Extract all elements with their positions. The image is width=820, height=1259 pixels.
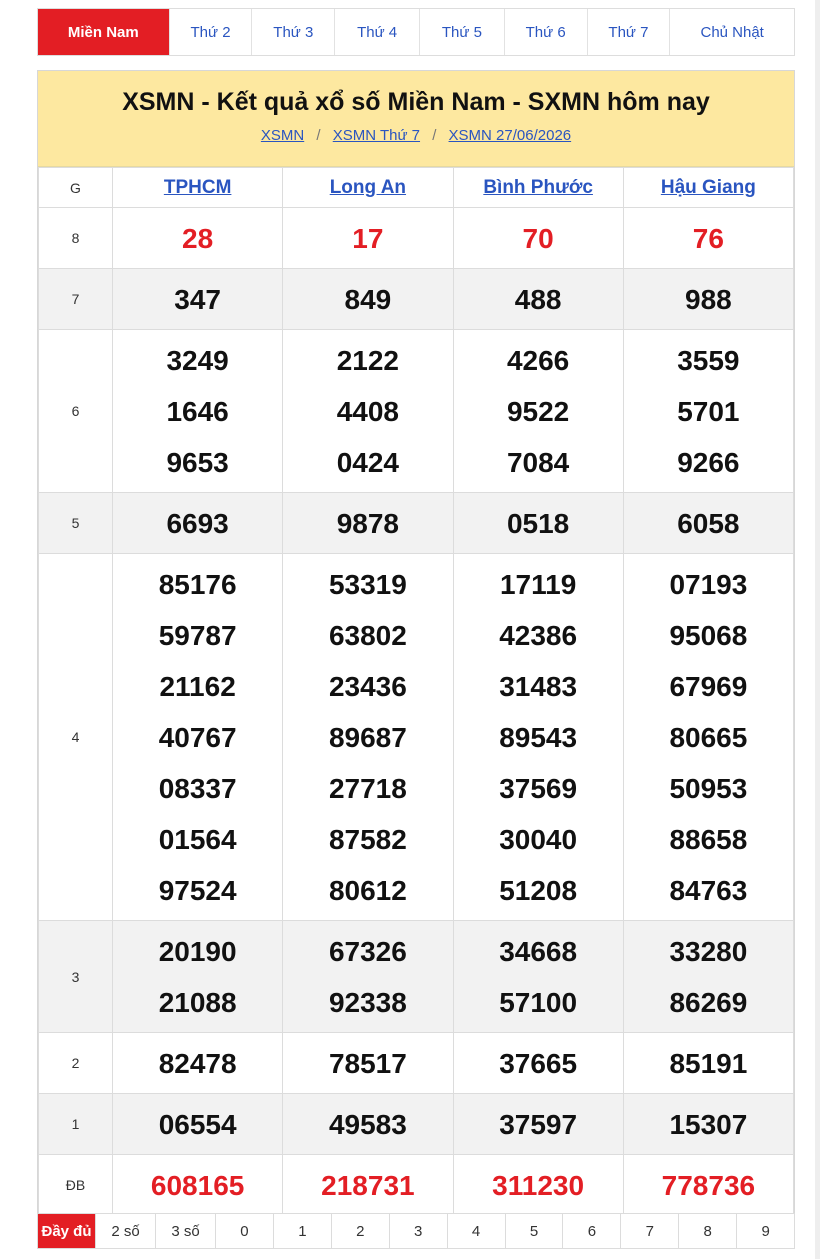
prize-cell (113, 330, 283, 493)
prize-number: 7084 (506, 446, 570, 478)
prize-row (39, 1155, 794, 1216)
filter-full-button[interactable]: Đầy đủ (38, 1214, 96, 1248)
province-link-long-an[interactable]: Long An (329, 176, 407, 198)
prize-cell (283, 269, 453, 330)
prize-number: 87582 (328, 823, 407, 855)
prize-label: 4 (39, 554, 113, 921)
prize-number: 50953 (669, 772, 748, 804)
prize-cell (623, 269, 793, 330)
prize-number: 9653 (166, 446, 229, 478)
prize-row (39, 330, 794, 493)
results-header-row (39, 168, 794, 208)
prize-number: 4266 (506, 344, 570, 376)
prize-number: 15307 (669, 1108, 748, 1140)
prize-number: 01564 (158, 823, 237, 855)
page-edge (815, 0, 820, 1259)
prize-row (39, 554, 794, 921)
prize-number: 37569 (499, 772, 578, 804)
results-table (38, 167, 794, 1216)
prize-number: 82478 (158, 1047, 237, 1079)
tab-thu-4[interactable]: Thứ 4 (335, 9, 420, 55)
prize-number: 488 (514, 283, 562, 315)
tab-thu-7[interactable]: Thứ 7 (588, 9, 671, 55)
prize-number: 34668 (499, 935, 578, 967)
prize-cell (623, 554, 793, 921)
prize-cell (453, 208, 623, 269)
prize-number: 33280 (669, 935, 748, 967)
prize-number: 40767 (158, 721, 237, 753)
results-box (37, 70, 795, 1220)
prize-row (39, 921, 794, 1033)
prize-number: 30040 (499, 823, 578, 855)
results-header (38, 71, 794, 167)
prize-cell (623, 1033, 793, 1094)
prize-number: 53319 (328, 568, 407, 600)
filter-digit-7-button[interactable]: 7 (621, 1214, 679, 1248)
breadcrumb-xsmn[interactable]: XSMN (260, 127, 305, 144)
prize-number: 70 (522, 222, 554, 254)
prize-cell (113, 269, 283, 330)
province-header (283, 168, 453, 208)
prize-number: 06554 (158, 1108, 237, 1140)
tab-thu-5[interactable]: Thứ 5 (420, 9, 505, 55)
filter-digit-0-button[interactable]: 0 (216, 1214, 274, 1248)
breadcrumb-separator: / (432, 127, 437, 144)
prize-label: 2 (39, 1033, 113, 1094)
prize-number: 51208 (499, 874, 578, 906)
province-header (453, 168, 623, 208)
filter-digit-6-button[interactable]: 6 (563, 1214, 621, 1248)
prize-cell (453, 554, 623, 921)
prize-number: 37597 (499, 1108, 578, 1140)
prize-cell (453, 493, 623, 554)
prize-number: 07193 (669, 568, 748, 600)
prize-cell (113, 1033, 283, 1094)
prize-number: 31483 (499, 670, 578, 702)
prize-number: 63802 (328, 619, 407, 651)
tab-thu-2[interactable]: Thứ 2 (170, 9, 253, 55)
prize-number: 608165 (150, 1169, 245, 1201)
prize-cell (113, 493, 283, 554)
prize-number: 86269 (669, 986, 748, 1018)
prize-number: 89687 (328, 721, 407, 753)
prize-number: 0424 (336, 446, 400, 478)
prize-row (39, 1033, 794, 1094)
prize-cell (283, 1094, 453, 1155)
prize-number: 9522 (506, 395, 570, 427)
prize-cell (113, 208, 283, 269)
prize-number: 9266 (677, 446, 740, 478)
prize-cell (623, 1155, 793, 1216)
prize-number: 778736 (661, 1169, 756, 1201)
prize-label: 8 (39, 208, 113, 269)
prize-row (39, 1094, 794, 1155)
tab-thu-6[interactable]: Thứ 6 (505, 9, 588, 55)
prize-number: 218731 (321, 1169, 415, 1201)
filter-digit-5-button[interactable]: 5 (506, 1214, 564, 1248)
prize-number: 6058 (677, 507, 740, 539)
prize-number: 4408 (336, 395, 400, 427)
prize-number: 21088 (158, 986, 237, 1018)
province-link-hau-giang[interactable]: Hậu Giang (660, 176, 756, 198)
prize-number: 37665 (499, 1047, 578, 1079)
prize-number: 3559 (677, 344, 740, 376)
prize-cell (623, 1094, 793, 1155)
filter-digit-2-button[interactable]: 2 (332, 1214, 390, 1248)
prize-number: 21162 (159, 670, 236, 702)
prize-number: 49583 (328, 1108, 407, 1140)
prize-cell (283, 1033, 453, 1094)
province-header (623, 168, 793, 208)
prize-number: 59787 (158, 619, 237, 651)
prize-number: 88658 (669, 823, 748, 855)
filter-digit-3-button[interactable]: 3 (390, 1214, 448, 1248)
prize-number: 89543 (499, 721, 578, 753)
prize-number: 92338 (328, 986, 407, 1018)
prize-number: 84763 (669, 874, 748, 906)
filter-digit-1-button[interactable]: 1 (274, 1214, 332, 1248)
prize-label: 7 (39, 269, 113, 330)
prize-label: 6 (39, 330, 113, 493)
prize-number: 311230 (492, 1169, 585, 1201)
prize-number: 85191 (669, 1047, 748, 1079)
prize-cell (623, 208, 793, 269)
prize-cell (113, 1094, 283, 1155)
breadcrumb-separator: / (316, 127, 321, 144)
prize-cell (113, 554, 283, 921)
region-day-tabs (37, 8, 795, 56)
prize-number: 57100 (499, 986, 578, 1018)
prize-number: 42386 (499, 619, 578, 651)
prize-cell (623, 330, 793, 493)
prize-cell (283, 921, 453, 1033)
prize-number: 9878 (336, 507, 400, 539)
tab-thu-3[interactable]: Thứ 3 (252, 9, 335, 55)
prize-number: 23436 (328, 670, 407, 702)
page-title: XSMN - Kết quả xổ số Miền Nam - SXMN hôm nay (122, 88, 710, 116)
prize-number: 95068 (669, 619, 748, 651)
prize-number: 347 (174, 283, 221, 315)
prize-number: 0518 (506, 507, 570, 539)
prize-number: 76 (692, 222, 724, 254)
breadcrumb-xsmn-day[interactable]: XSMN Thứ 7 (332, 127, 421, 144)
prize-number: 3249 (166, 344, 229, 376)
prize-row (39, 208, 794, 269)
filter-3-digit-button[interactable]: 3 số (156, 1214, 216, 1248)
province-header (113, 168, 283, 208)
prize-cell (453, 330, 623, 493)
prize-cell (453, 1033, 623, 1094)
filter-digit-4-button[interactable]: 4 (448, 1214, 506, 1248)
prize-cell (113, 1155, 283, 1216)
prize-number: 28 (182, 222, 214, 254)
prize-number: 67326 (328, 935, 407, 967)
prize-row (39, 269, 794, 330)
tab-chu-nhat[interactable]: Chủ Nhật (700, 23, 764, 41)
prize-number: 08337 (158, 772, 237, 804)
filter-digit-8-button[interactable]: 8 (679, 1214, 737, 1248)
prize-label: ĐB (39, 1155, 113, 1216)
prize-number: 5701 (677, 395, 740, 427)
prize-number: 97524 (158, 874, 237, 906)
prize-number: 27718 (328, 772, 407, 804)
prize-cell (453, 269, 623, 330)
prize-number: 85176 (158, 568, 237, 600)
prize-cell (623, 493, 793, 554)
province-link-binh-phuoc[interactable]: Bình Phước (483, 176, 593, 198)
prize-number: 20190 (158, 935, 237, 967)
prize-number: 988 (685, 283, 732, 315)
prize-cell (623, 921, 793, 1033)
prize-number: 67969 (669, 670, 748, 702)
prize-cell (283, 330, 453, 493)
prize-cell (453, 921, 623, 1033)
prize-cell (283, 208, 453, 269)
prize-label: 3 (39, 921, 113, 1033)
tab-mien-nam[interactable]: Miền Nam (38, 9, 170, 55)
prize-number: 6693 (166, 507, 229, 539)
prize-number: 17 (352, 222, 384, 254)
prize-cell (283, 554, 453, 921)
prize-number: 80665 (669, 721, 748, 753)
prize-cell (113, 921, 283, 1033)
digit-filter-bar (37, 1213, 795, 1249)
prize-column-header: G (39, 168, 113, 208)
prize-label: 5 (39, 493, 113, 554)
prize-cell (283, 1155, 453, 1216)
prize-cell (453, 1094, 623, 1155)
prize-cell (453, 1155, 623, 1216)
prize-number: 78517 (328, 1047, 407, 1079)
province-link-tphcm[interactable]: TPHCM (163, 176, 232, 198)
prize-cell (283, 493, 453, 554)
prize-row (39, 493, 794, 554)
filter-2-digit-button[interactable]: 2 số (96, 1214, 156, 1248)
prize-number: 17119 (499, 568, 577, 600)
breadcrumb-xsmn-date[interactable]: XSMN 27/06/2026 (448, 127, 572, 144)
prize-label: 1 (39, 1094, 113, 1155)
prize-number: 849 (344, 283, 392, 315)
prize-number: 1646 (166, 395, 229, 427)
filter-digit-9-button[interactable]: 9 (761, 1222, 770, 1240)
breadcrumb (38, 127, 794, 144)
prize-number: 2122 (336, 344, 400, 376)
prize-number: 80612 (328, 874, 407, 906)
